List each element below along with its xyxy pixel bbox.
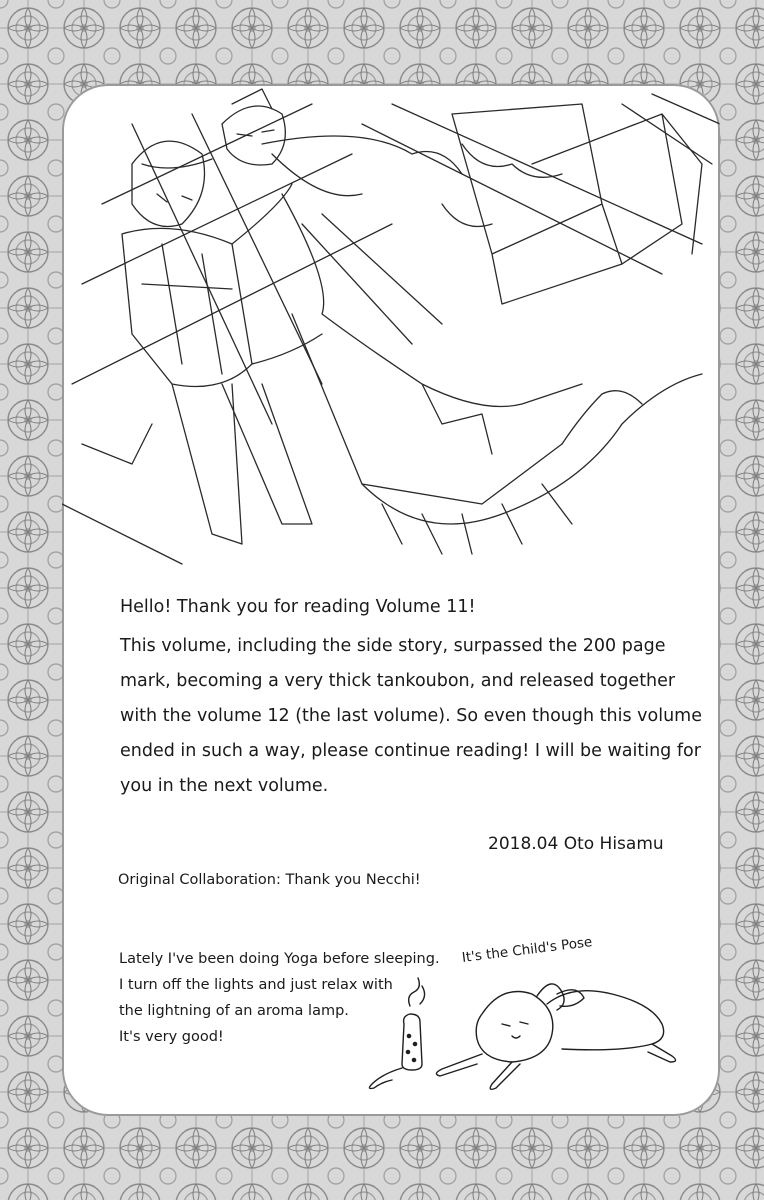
content-panel — [62, 84, 720, 1116]
note-line: the lightning of an aroma lamp. — [119, 1003, 349, 1019]
collaboration-credit: Original Collaboration: Thank you Necchi! — [118, 872, 421, 888]
note-line: It's very good! — [119, 1029, 224, 1045]
message-body: This volume, including the side story, surpassed the 200 page mark, becoming a very thick tankoubon, and released together with the volume 12 (the last volume). So even though this volume ended in such a way, please continue reading! I will be waiting for you in the next volume. — [120, 636, 702, 796]
doodle-caption: It's the Child's Pose — [461, 934, 594, 966]
note-line: Lately I've been doing Yoga before sleeping. — [119, 951, 440, 967]
author-signature: 2018.04 Oto Hisamu — [488, 834, 664, 854]
childs-pose-doodle — [362, 964, 692, 1104]
aroma-lamp-icon — [402, 1014, 422, 1070]
note-line: I turn off the lights and just relax with — [119, 977, 393, 993]
sketch-illustration — [62, 84, 720, 574]
greeting-text: Hello! Thank you for reading Volume 11! — [120, 597, 476, 617]
